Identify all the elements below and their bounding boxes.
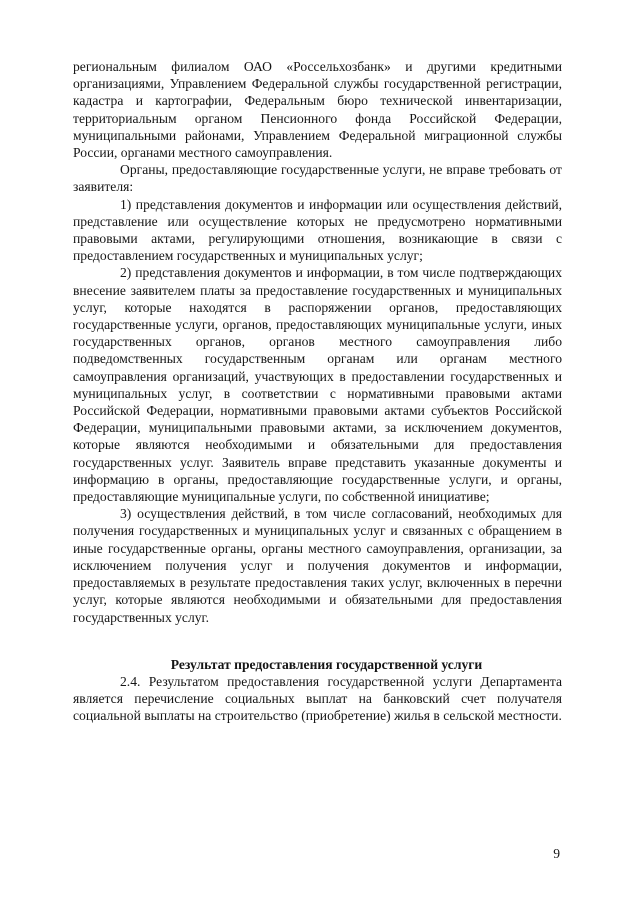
paragraph-item-1: 1) представления документов и информации или осуществления действий, представление или осуществление которых не предусмотрено нормативными правовыми актами, регулирующими отношения, возникающие в связи с предоставлением государственных и муниципальных услуг; — [73, 196, 562, 264]
paragraph-item-2: 2) представления документов и информации, в том числе подтверждающих внесение заявителем платы за предоставление государственных и муниципальных услуг, которые находятся в распоряжении органов, предоставляющих государственные услуги, органов, предоставляющих муниципальные услуги, иных государственных органов, органов местного самоуправления либо подведомственных государственным органам или органам местного самоуправления организаций, участвующих в предоставлении государственных и муниципальных услуг, в соответствии с нормативными правовыми актами Российской Федерации, нормативными правовыми актами субъектов Российской Федерации, муниципальными правовыми актами, за исключением документов, которые являются необходимыми и обязательными для предоставления государственных услуг. Заявитель вправе представить указанные документы и информацию в органы, предоставляющие государственные услуги, и органы, предоставляющие муниципальные услуги, по собственной инициативе; — [73, 265, 562, 505]
section-paragraph-2-4: 2.4. Результатом предоставления государственной услуги Департамента является перечисление социальных выплат на банковский счет получателя социальной выплаты на строительство (приобретение) жилья в сельской местности. — [73, 673, 562, 724]
paragraph-organizations-list: региональным филиалом ОАО «Россельхозбанк» и другими кредитными организациями, Управлением Федеральной службы государственной регистрации, кадастра и картографии, Федеральным бюро технической инвентаризации, территориальным органом Пенсионного фонда Российской Федерации, муниципальными районами, Управлением Федеральной миграционной службы России, органами местного самоуправления. — [73, 59, 562, 161]
section-heading: Результат предоставления государственной услуги — [170, 656, 483, 672]
document-body — [73, 58, 562, 725]
page-number: 9 — [553, 846, 560, 861]
paragraph-prohibitions-intro: Органы, предоставляющие государственные услуги, не вправе требовать от заявителя: — [73, 162, 562, 195]
paragraph-item-3: 3) осуществления действий, в том числе согласований, необходимых для получения государственных и муниципальных услуг и связанных с обращением в иные государственные органы, органы местного самоуправления, организации, за исключением получения услуг и получения документов и информации, предоставляемых в результате предоставления таких услуг, включенных в перечни услуг, которые являются необходимыми и обязательными для предоставления государственных услуг. — [73, 506, 562, 625]
